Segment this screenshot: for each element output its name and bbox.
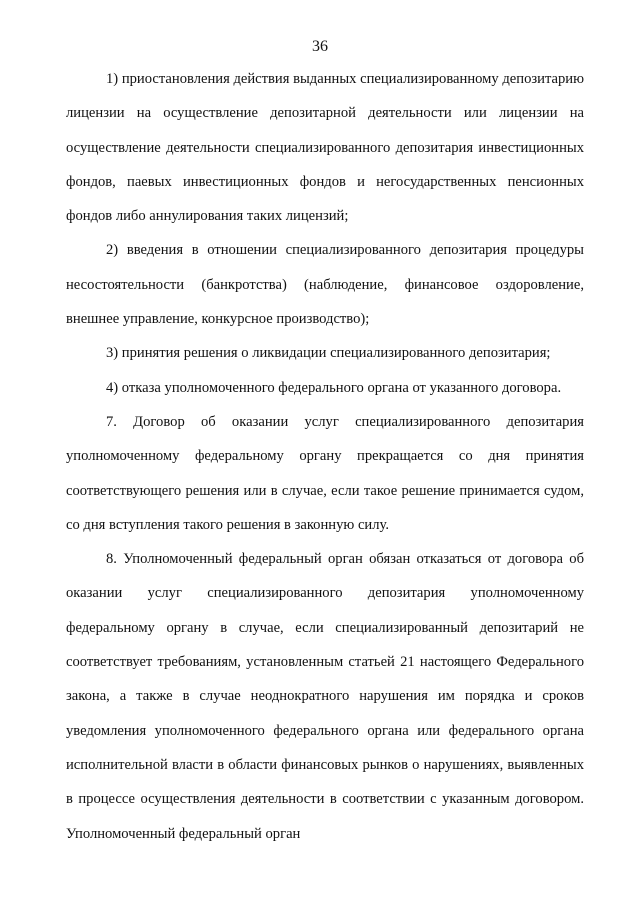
paragraph-2: 2) введения в отношении специализированного депозитария процедуры несостоятельности (банкротства) (наблюдение, финансовое оздоровление, внешнее управление, конкурсное производство); [66,242,584,328]
paragraph-7: 7. Договор об оказании услуг специализированного депозитария уполномоченному федеральному органу прекращается со дня принятия соответствующего решения или в случае, если такое решение принимается судом, со дня вступления такого решения в законную силу. [66,413,584,533]
paragraph-4: 4) отказа уполномоченного федерального органа от указанного договора. [106,379,562,396]
page-number: 36 [312,38,328,55]
paragraph-8: 8. Уполномоченный федеральный орган обязан отказаться от договора об оказании услуг специализированного депозитария уполномоченному федеральному органу в случае, если специализированный депозитарий не соответствует требованиям, установленным статьей 21 настоящего Федерального закона, а также в случае неоднократного нарушения им порядка и сроков уведомления уполномоченного федерального органа или федерального органа исполнительной власти в области финансовых рынков о нарушениях, выявленных в процессе осуществления деятельности в соответствии с указанным договором. Уполномоченный федеральный орган [66,551,584,842]
paragraph-3: 3) принятия решения о ликвидации специализированного депозитария; [106,345,551,362]
document-body [66,62,584,851]
paragraph-1: 1) приостановления действия выданных специализированному депозитарию лицензии на осуществление депозитарной деятельности или лицензии на осуществление деятельности специализированного депозитария инвестиционных фондов, паевых инвестиционных фондов и негосударственных пенсионных фондов либо аннулирования таких лицензий; [66,71,584,225]
